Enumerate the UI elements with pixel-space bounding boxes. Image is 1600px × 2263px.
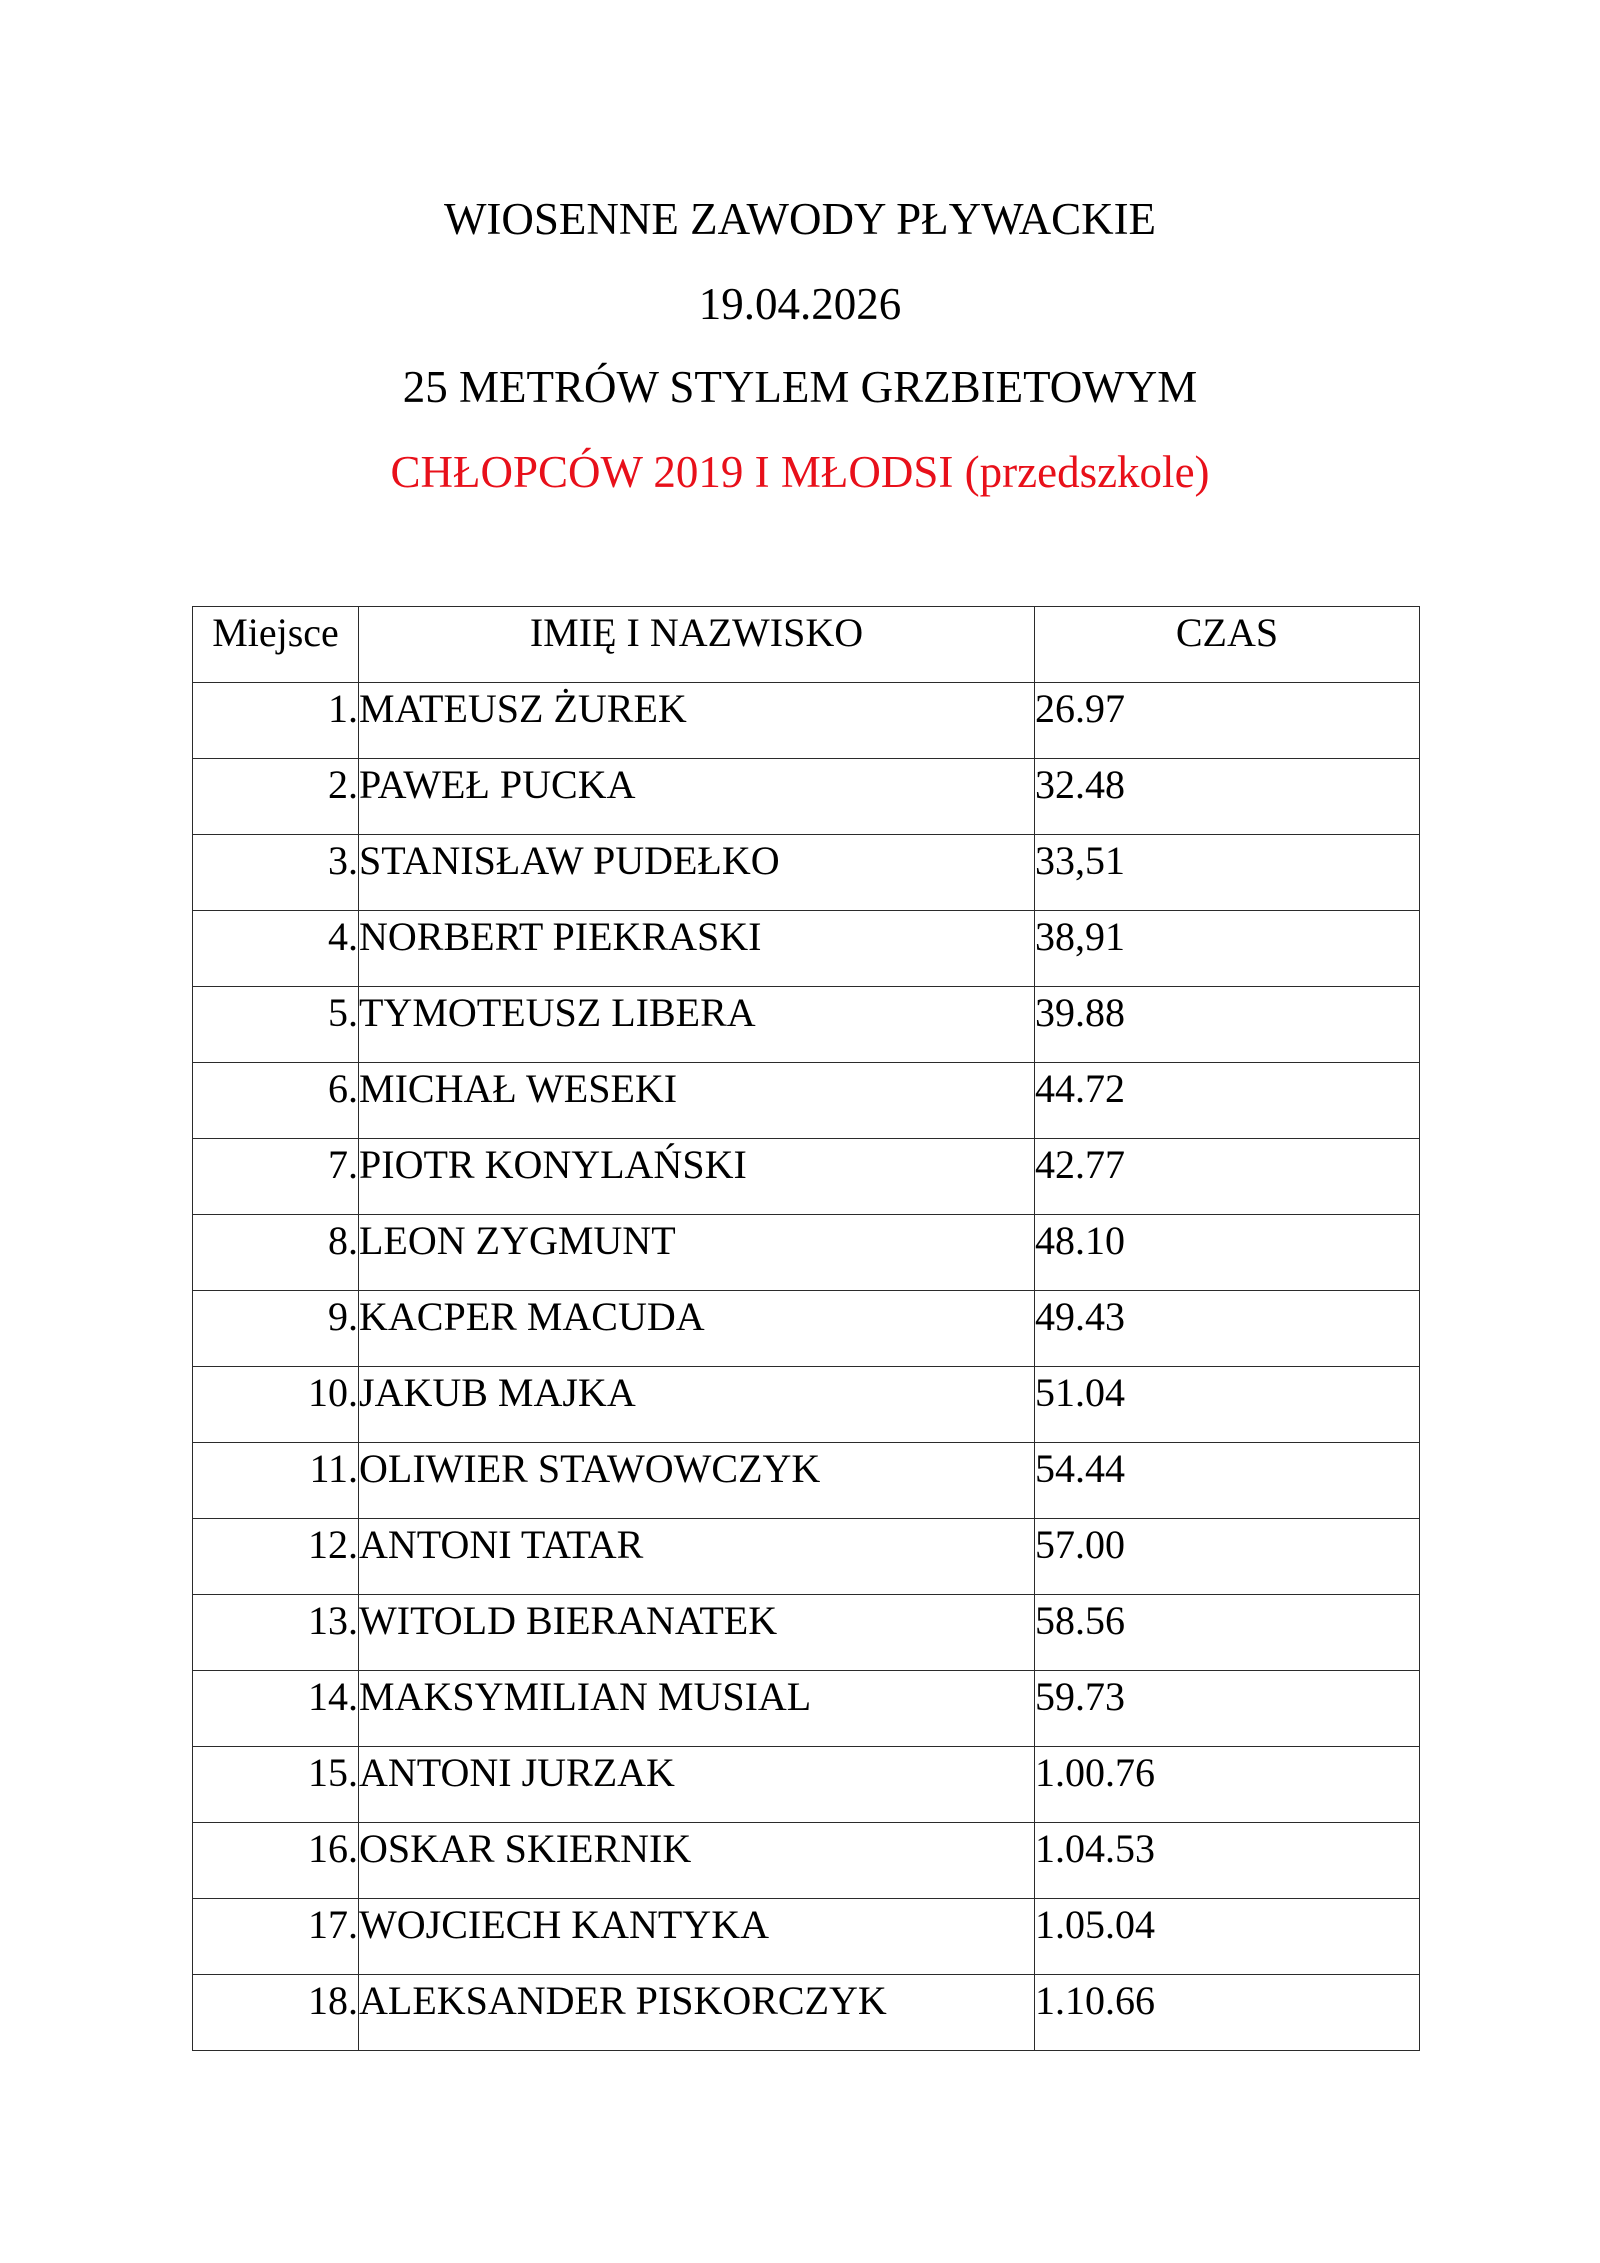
- header-name: IMIĘ I NAZWISKO: [359, 607, 1035, 683]
- table-row: [193, 1595, 1420, 1671]
- name-cell: OSKAR SKIERNIK: [359, 1823, 1035, 1899]
- event-date: 19.04.2026: [698, 279, 902, 329]
- name-cell: PAWEŁ PUCKA: [359, 759, 1035, 835]
- table-row: [193, 1747, 1420, 1823]
- place-cell: 5.: [193, 987, 359, 1063]
- name-cell: LEON ZYGMUNT: [359, 1215, 1035, 1291]
- time-cell: 49.43: [1035, 1291, 1420, 1367]
- table-row: [193, 1367, 1420, 1443]
- time-cell: 32.48: [1035, 759, 1420, 835]
- name-cell: STANISŁAW PUDEŁKO: [359, 835, 1035, 911]
- results-table: [192, 606, 1420, 2051]
- table-row: [193, 1899, 1420, 1975]
- table-row: [193, 1443, 1420, 1519]
- place-cell: 15.: [193, 1747, 359, 1823]
- place-cell: 9.: [193, 1291, 359, 1367]
- time-cell: 54.44: [1035, 1443, 1420, 1519]
- table-row: [193, 1975, 1420, 2051]
- name-cell: MAKSYMILIAN MUSIAL: [359, 1671, 1035, 1747]
- name-cell: WITOLD BIERANATEK: [359, 1595, 1035, 1671]
- place-cell: 4.: [193, 911, 359, 987]
- name-cell: MICHAŁ WESEKI: [359, 1063, 1035, 1139]
- place-cell: 10.: [193, 1367, 359, 1443]
- time-cell: 58.56: [1035, 1595, 1420, 1671]
- place-cell: 3.: [193, 835, 359, 911]
- table-row: [193, 1291, 1420, 1367]
- place-cell: 17.: [193, 1899, 359, 1975]
- place-cell: 6.: [193, 1063, 359, 1139]
- time-cell: 26.97: [1035, 683, 1420, 759]
- place-cell: 11.: [193, 1443, 359, 1519]
- time-cell: 57.00: [1035, 1519, 1420, 1595]
- place-cell: 12.: [193, 1519, 359, 1595]
- time-cell: 33,51: [1035, 835, 1420, 911]
- results-body: [193, 683, 1420, 2051]
- time-cell: 42.77: [1035, 1139, 1420, 1215]
- table-row: [193, 683, 1420, 759]
- name-cell: MATEUSZ ŻUREK: [359, 683, 1035, 759]
- name-cell: OLIWIER STAWOWCZYK: [359, 1443, 1035, 1519]
- time-cell: 1.10.66: [1035, 1975, 1420, 2051]
- name-cell: ALEKSANDER PISKORCZYK: [359, 1975, 1035, 2051]
- table-row: [193, 911, 1420, 987]
- name-cell: WOJCIECH KANTYKA: [359, 1899, 1035, 1975]
- place-cell: 2.: [193, 759, 359, 835]
- table-row: [193, 1063, 1420, 1139]
- name-cell: PIOTR KONYLAŃSKI: [359, 1139, 1035, 1215]
- time-cell: 38,91: [1035, 911, 1420, 987]
- name-cell: TYMOTEUSZ LIBERA: [359, 987, 1035, 1063]
- name-cell: NORBERT PIEKRASKI: [359, 911, 1035, 987]
- table-row: [193, 1139, 1420, 1215]
- table-row: [193, 1215, 1420, 1291]
- time-cell: 39.88: [1035, 987, 1420, 1063]
- place-cell: 16.: [193, 1823, 359, 1899]
- time-cell: 1.00.76: [1035, 1747, 1420, 1823]
- time-cell: 59.73: [1035, 1671, 1420, 1747]
- name-cell: ANTONI JURZAK: [359, 1747, 1035, 1823]
- table-row: [193, 1519, 1420, 1595]
- place-cell: 8.: [193, 1215, 359, 1291]
- place-cell: 13.: [193, 1595, 359, 1671]
- time-cell: 1.04.53: [1035, 1823, 1420, 1899]
- place-cell: 7.: [193, 1139, 359, 1215]
- name-cell: JAKUB MAJKA: [359, 1367, 1035, 1443]
- table-row: [193, 1823, 1420, 1899]
- header-place: Miejsce: [193, 607, 359, 683]
- time-cell: 44.72: [1035, 1063, 1420, 1139]
- event-title: WIOSENNE ZAWODY PŁYWACKIE: [443, 194, 1157, 244]
- name-cell: ANTONI TATAR: [359, 1519, 1035, 1595]
- header-time: CZAS: [1035, 607, 1420, 683]
- time-cell: 1.05.04: [1035, 1899, 1420, 1975]
- name-cell: KACPER MACUDA: [359, 1291, 1035, 1367]
- place-cell: 18.: [193, 1975, 359, 2051]
- time-cell: 51.04: [1035, 1367, 1420, 1443]
- table-row: [193, 835, 1420, 911]
- category-title: CHŁOPCÓW 2019 I MŁODSI (przedszkole): [390, 447, 1210, 497]
- table-row: [193, 759, 1420, 835]
- race-title: 25 METRÓW STYLEM GRZBIETOWYM: [402, 362, 1198, 412]
- table-row: [193, 1671, 1420, 1747]
- place-cell: 14.: [193, 1671, 359, 1747]
- place-cell: 1.: [193, 683, 359, 759]
- table-header-row: [193, 607, 1420, 683]
- table-row: [193, 987, 1420, 1063]
- time-cell: 48.10: [1035, 1215, 1420, 1291]
